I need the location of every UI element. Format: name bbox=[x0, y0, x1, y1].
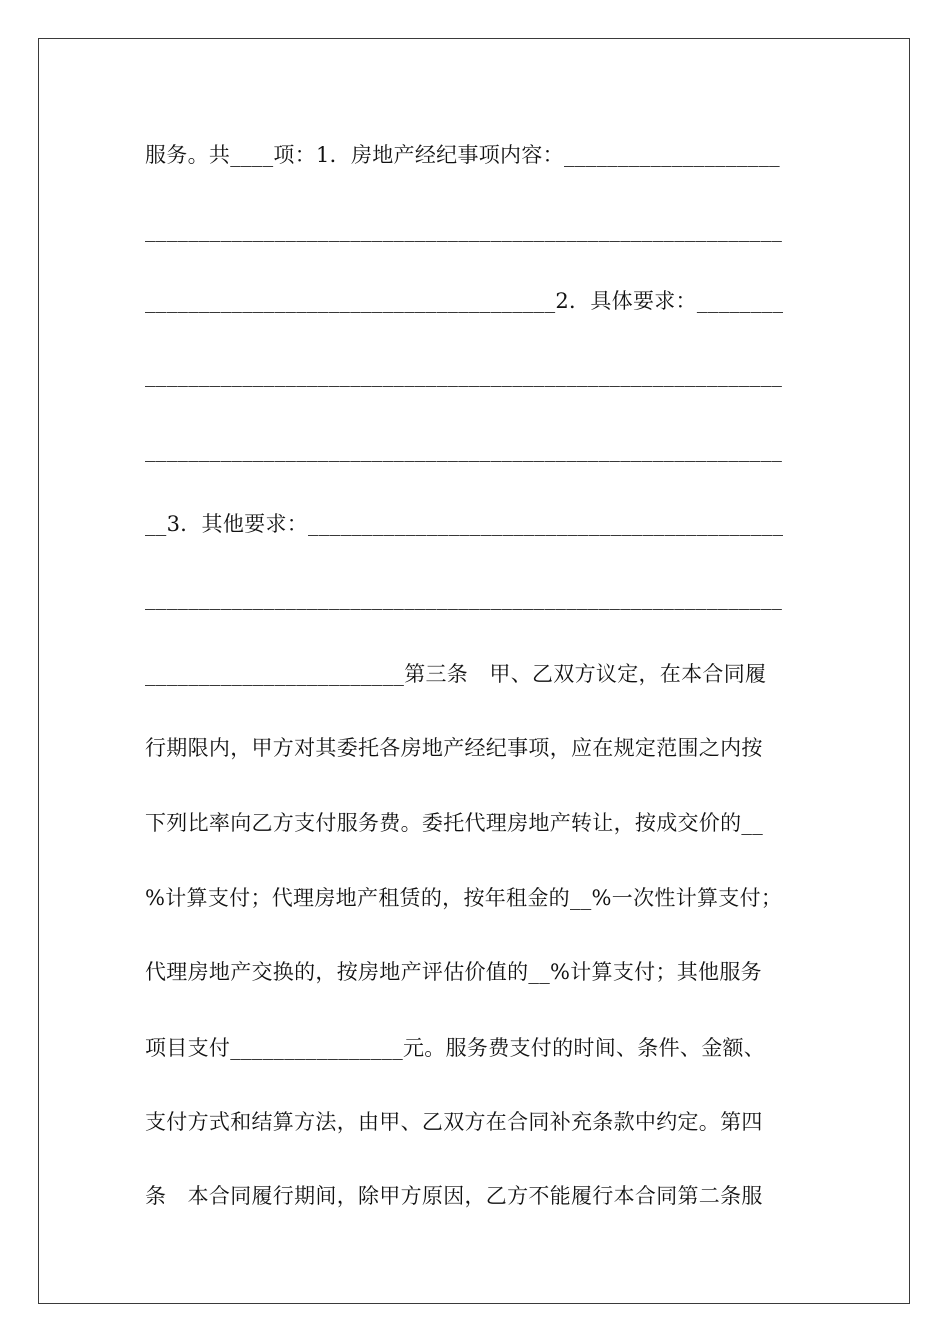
text-line: 行期限内，甲方对其委托各房地产经纪事项，应在规定范围之内按 bbox=[145, 736, 763, 760]
text-line: 条 本合同履行期间，除甲方原因，乙方不能履行本合同第二条服 bbox=[145, 1184, 763, 1208]
text-line: ________________________第三条 甲、乙双方议定，在本合同履 bbox=[145, 662, 767, 686]
text-line: 代理房地产交换的，按房地产评估价值的__%计算支付；其他服务 bbox=[145, 960, 762, 984]
text-line: ___________________________________________________________ bbox=[145, 586, 783, 610]
text-line: %计算支付；代理房地产租赁的，按年租金的__%一次性计算支付； bbox=[145, 886, 783, 910]
text-line: 服务。共____项：1．房地产经纪事项内容：____________________ bbox=[145, 143, 780, 167]
text-line: ______________________________________2．具体要求：________ bbox=[145, 289, 784, 313]
text-line: 项目支付________________元。服务费支付的时间、条件、金额、 bbox=[145, 1036, 766, 1060]
text-line: ___________________________________________________________ bbox=[145, 363, 783, 387]
text-line: 下列比率向乙方支付服务费。委托代理房地产转让，按成交价的__ bbox=[145, 811, 763, 835]
text-line: ___________________________________________________________ bbox=[145, 438, 783, 462]
text-line: ___________________________________________________________ bbox=[145, 218, 783, 242]
text-line: __3．其他要求：____________________________________________ bbox=[145, 512, 784, 536]
text-line: 支付方式和结算方法，由甲、乙双方在合同补充条款中约定。第四 bbox=[145, 1110, 763, 1134]
